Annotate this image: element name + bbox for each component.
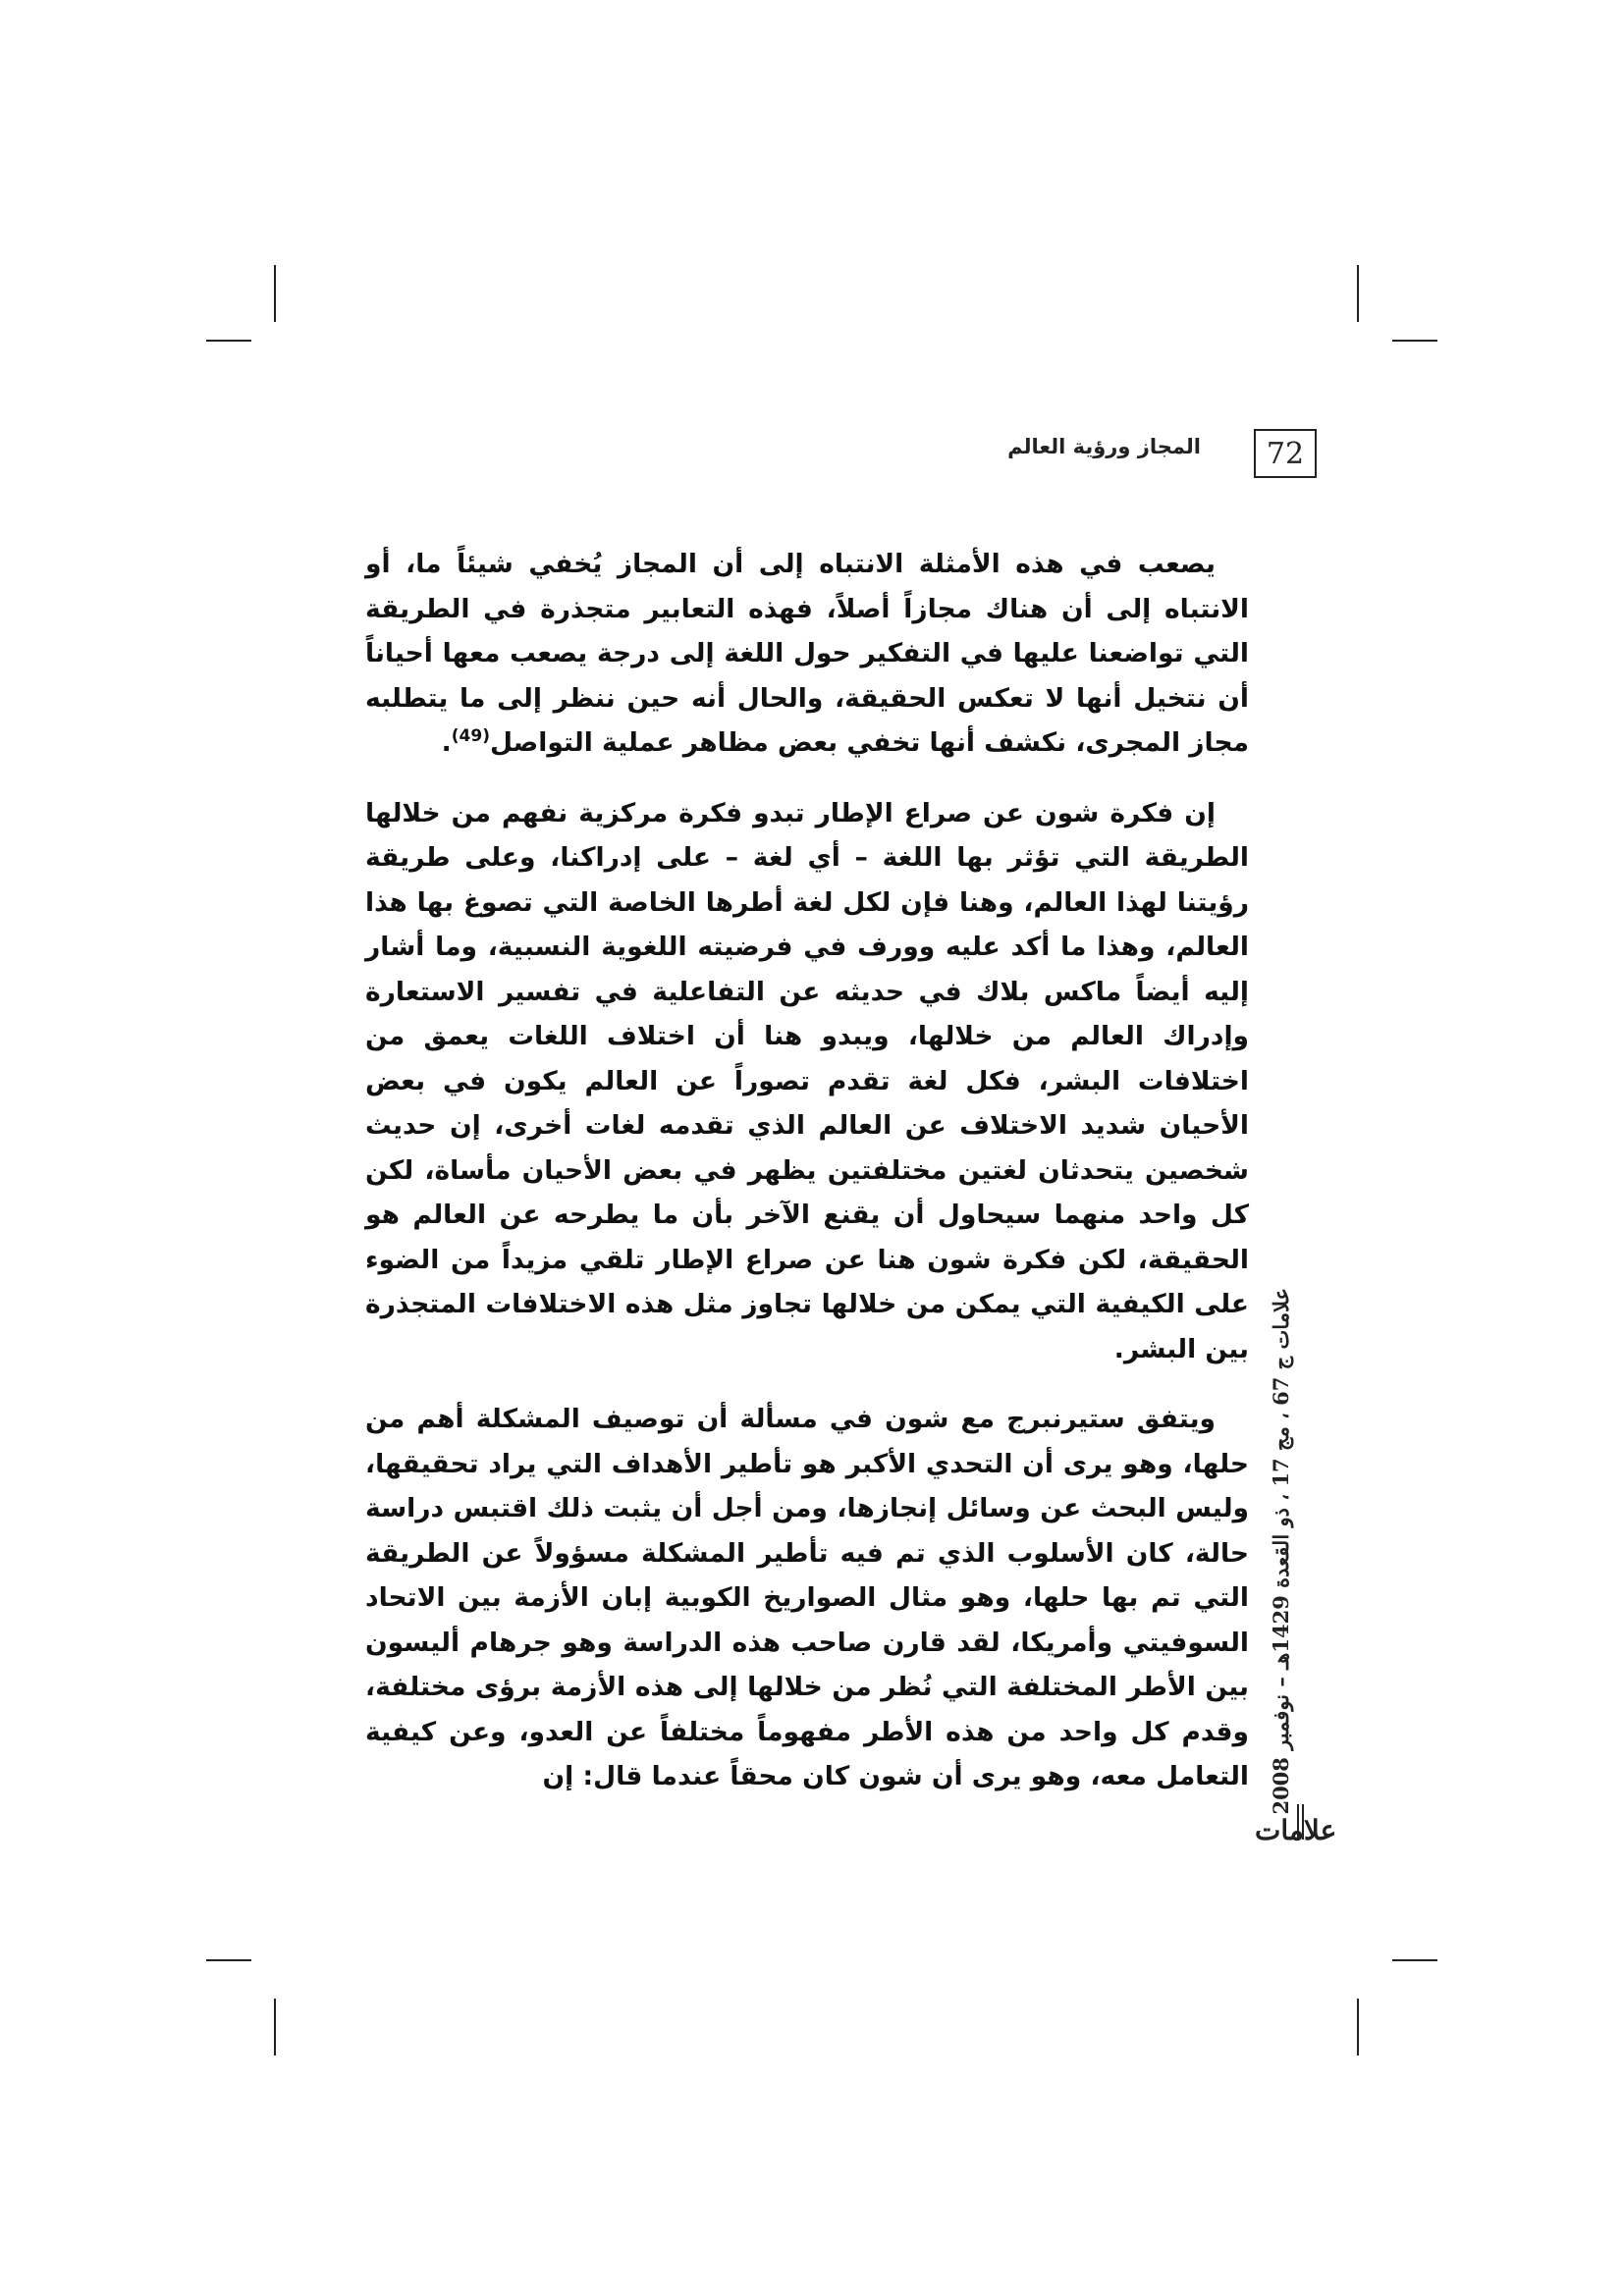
crop-mark-bottom-left bbox=[274, 1999, 276, 2056]
footnote-ref-49: (49) bbox=[451, 726, 490, 747]
paragraph-1 bbox=[365, 542, 1249, 766]
crop-mark-bottom-left-h bbox=[206, 1959, 251, 1961]
page-number: 72 bbox=[1254, 429, 1317, 478]
paragraph-1-tail: . bbox=[441, 727, 452, 758]
journal-info-vertical bbox=[1267, 1287, 1294, 1815]
crop-mark-top-left-h bbox=[206, 340, 251, 342]
crop-mark-bottom-right bbox=[1357, 1999, 1359, 2056]
journal-logo: علامات bbox=[1255, 1814, 1337, 1846]
paragraph-3: ويتفق ستيرنبرج مع شون في مسألة أن توصيف المشكلة أهم من حلها، وهو يرى أن التحدي الأكبر هو تأطير الأهداف التي يراد تحقيقها، وليس البحث عن وسائل إنجازها، ومن أجل أن يثبت ذلك اقتبس دراسة حالة، كان الأسلوب الذي تم فيه تأطير المشكلة مسؤولاً عن الطريقة التي تم بها حلها، وهو مثال الصواريخ الكوبية إبان الأزمة بين الاتحاد السوفيتي وأمريكا، لقد قارن صاحب هذه الدراسة وهو جرهام أليسون بين الأطر المختلفة التي نُظر من خلالها إلى هذه الأزمة برؤى مختلفة، وقدم كل واحد من هذه الأطر مفهوماً مختلفاً عن العدو، وعن كيفية التعامل معه، وهو يرى أن شون كان محقاً عندما قال: إن bbox=[365, 1404, 1249, 1791]
crop-mark-top-right bbox=[1357, 265, 1359, 322]
paragraph-1-text: يصعب في هذه الأمثلة الانتباه إلى أن المجاز يُخفي شيئاً ما، أو الانتباه إلى أن هناك مجازاً أصلاً، فهذه التعابير متجذرة في الطريقة التي تواضعنا عليها في التفكير حول اللغة إلى درجة يصعب معها أحياناً أن نتخيل أنها لا تعكس الحقيقة، والحال أنه حين ننظر إلى ما يتطلبه مجاز المجرى، نكشف أنها تخفي بعض مظاهر عملية التواصل bbox=[365, 549, 1249, 758]
crop-mark-bottom-right-h bbox=[1392, 1959, 1437, 1961]
paragraph-2: إن فكرة شون عن صراع الإطار تبدو فكرة مركزية نفهم من خلالها الطريقة التي تؤثر بها اللغة – أي لغة – على إدراكنا، وعلى طريقة رؤيتنا لهذا العالم، وهنا فإن لكل لغة أطرها الخاصة التي تصوغ بها هذا العالم، وهذا ما أكد عليه وورف في فرضيته اللغوية النسبية، وما أشار إليه أيضاً ماكس بلاك في حديثه عن التفاعلية في تفسير الاستعارة وإدراك العالم من خلالها، ويبدو هنا أن اختلاف اللغات يعمق من اختلافات البشر، فكل لغة تقدم تصوراً عن العالم يكون في بعض الأحيان شديد الاختلاف عن العالم الذي تقدمه لغات أخرى، إن حديث شخصين يتحدثان لغتين مختلفتين يظهر في بعض الأحيان مأساة، لكن كل واحد منهما سيحاول أن يقنع الآخر بأن ما يطرحه عن العالم هو الحقيقة، لكن فكرة شون هنا عن صراع الإطار تلقي مزيداً من الضوء على الكيفية التي يمكن من خلالها تجاوز مثل هذه الاختلافات المتجذرة بين البشر. bbox=[365, 797, 1249, 1364]
journal-info-text: علامات ج 67 ، مج 17 ، ذو القعدة 1429هـ – نوفمبر 2008 bbox=[1268, 1287, 1293, 1815]
crop-mark-top-left bbox=[274, 265, 276, 322]
running-title: المجاز ورؤية العالم bbox=[1007, 435, 1201, 458]
crop-mark-top-right-h bbox=[1392, 340, 1437, 342]
article-body bbox=[365, 542, 1249, 1799]
